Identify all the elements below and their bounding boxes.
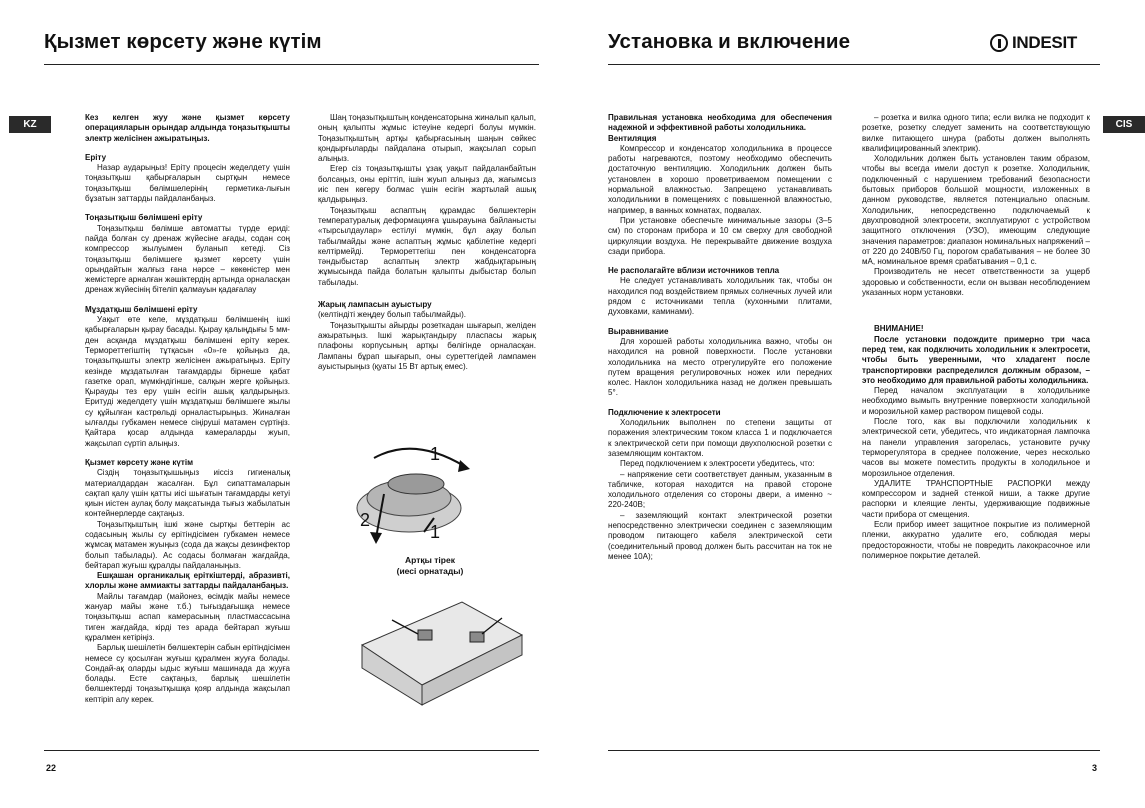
ru-paragraph-start: После того, как вы подключили холодильник к электрической сети, убедитесь, что индикаторная лампочка на панели управления загорелась, установите ручку терморегулятора в среднее положение, через несколько часов вы можете поместить продукты в холодильное и морозильное отделения.: [862, 417, 1090, 478]
ru-paragraph-power-1: Холодильник выполнен по степени защиты от поражения электрическим током класса 1 и подключается к электрической сети при помощи двухполюсной розетки с заземляющим контактом.: [608, 418, 832, 458]
kz-heading-fridge: Тоңазытқыш бөлімшені еріту: [85, 213, 203, 223]
kz-heading-lamp: Жарық лампасын ауыстыру: [318, 300, 432, 310]
ru-paragraph-spacers: УДАЛИТЕ ТРАНСПОРТНЫЕ РАСПОРКИ между компрессором и задней стенкой ниши, а также другие распорки и клеящие ленты, удерживающие подвижные части прибора от смещения.: [862, 478, 1090, 519]
caption-line-2: (иесі орнатады): [396, 566, 464, 576]
spacer-left-shape: [418, 630, 432, 640]
rear-spacer-caption: [355, 555, 505, 577]
header-rule-left: [44, 64, 539, 65]
ru-heading-install: Правильная установка необходима для обеспечения надежной и эффективной работы холодильника.: [608, 113, 832, 133]
kz-paragraph-care-1: Сіздің тоңазытқышыңыз иіссіз гигиеналық материалдардан жасалған. Бұл сипаттамаларын сақтап қалу үшін қатты иісі шығатын тағамдарды кетуі қиын иістен аулақ болу мақсатында тығыз жабылатын контейнерлерде сақтаңыз.: [85, 468, 290, 519]
figure-label-1b: 1: [430, 522, 441, 542]
page-number-left: 22: [46, 763, 57, 773]
ru-paragraph-plug: – розетка и вилка одного типа; если вилка не подходит к розетке, розетку следует заменить на соответствующую вилке питающего шнура (работы должен выполнять квалифицированный электрик).: [862, 113, 1090, 153]
cis-language-tag: CIS: [1103, 116, 1145, 133]
kz-paragraph-storage: Егер сіз тоңазытқышты ұзақ уақыт пайдаланбайтын болсаңыз, оны еріттіп, ішін жуып алыңыз да, жағымсыз иіс пен көгеру болмас үшін есігін жартылай ашық қалдырыңыз.: [318, 164, 536, 205]
kz-language-tag: KZ: [9, 116, 51, 133]
ru-paragraph-vent-1: Компрессор и конденсатор холодильника в процессе работы нагреваются, поэтому необходимо обеспечить достаточную вентиляцию. Холодильник должен быть установлен в хорошо проветриваемом помещении с нормальной влажностью. Запрещено устанавливать холодильники в помещениях с повышенной влажностью, например, в ванных комнатах, подвалах.: [608, 143, 832, 215]
header-rule-right: [608, 64, 1100, 65]
ru-paragraph-power-4: – заземляющий контакт электрической розетки непосредственно электрически соединен с заземляющим проводом питающего кабеля электрической сети (соединительный провод должен быть рассчитан на ток не менее 10А);: [608, 510, 832, 561]
lamp-bulb-shape: [388, 474, 444, 494]
ru-column-1: [608, 113, 832, 562]
figure-label-1: 1: [430, 444, 441, 464]
kz-heading-freezer: Мұздатқыш бөлімшені еріту: [85, 304, 198, 314]
brand-logo: [990, 33, 1077, 53]
kz-heading-care: Қызмет көрсету және күтім: [85, 457, 194, 467]
ru-paragraph-access: Холодильник должен быть установлен таким образом, чтобы вы всегда имели доступ к розетке. Холодильник, подключенный с нарушением требований безопасности бытовых приборов большой мощности, изложенных в данном руководстве, является потенциально опасным. Холодильник, непосредственно подключаемый к двухпроводной электросети, эксплуатируют с устройством защитного отключения (УЗО), имеющим следующие значения параметров: диапазон номинальных напряжений – от 220 до 240В/50 Гц, порогом срабатывания – не более 30 мА, номинальное время срабатывания – 0,1 с.: [862, 154, 1090, 267]
ru-heading-power: Подключение к электросети: [608, 407, 721, 417]
kz-paragraph-care-4: Барлық шешілетін бөлшектерін сабын ерітіндісімен немесе су қосылған жуғыш құралмен жууға болады. Сондай-ақ оларды ыдыс жуғыш машинада да жууға болады. Есте сақтаңыз, барлық шешілетін бөлшектерді тоңазытқышқа қояр алдында жақсылап кептіріп алу керек.: [85, 643, 290, 704]
figure-label-2: 2: [360, 510, 371, 530]
kz-column-1: [85, 113, 290, 705]
ru-heading-heat: Не располагайте вблизи источников тепла: [608, 266, 780, 276]
ru-column-2: [862, 113, 1090, 561]
ru-paragraph-power-3: – напряжение сети соответствует данным, указанным в табличке, которая находится на правой стороне холодильного отделения со стороны двери, а именно ~ 220-240В;: [608, 469, 832, 510]
ru-paragraph-heat: Не следует устанавливать холодильник так, чтобы он находился под воздействием прямых солнечных лучей или рядом с источниками тепла (кухонными плитами, духовками, каминами).: [608, 276, 832, 317]
kz-paragraph-dust: Шаң тоңазытқыштың конденсаторына жиналып қалып, оның қалыпты жұмыс істеуіне кедергі болуы мүмкін. Тоңазытқыштың артқы қабырғасының шаңын сөйкес қондырғыларды пайдалана отырып, жақсылап сорып алыңыз.: [318, 113, 536, 164]
kz-column-2: [318, 113, 536, 372]
footer-rule-right: [608, 750, 1100, 751]
brand-name: INDESIT: [1012, 33, 1077, 52]
kz-intro: Кез келген жуу және қызмет көрсету операцияларын орындар алдында тоңазытқышты электр желісінен ажыратыңыз.: [85, 113, 290, 143]
ru-paragraph-level: Для хорошей работы холодильника важно, чтобы он находился на ровной поверхности. После установки холодильника на место отрегулируйте его положение путем вращения регулировочных ножек или передних колес. Наклон холодильника назад не должен превышать 5°.: [608, 336, 832, 398]
kz-paragraph-freezer: Уақыт өте келе, мұздатқыш бөлімшенің ішкі қабырғаларын қырау басады. Қырау қалыңдығы 5 мм-ден асқанда мұздатқыш бөлімшені еріту керек. Термореттегіштің тұтқасын «0»-ге қойыңыз да, тоңазытқышты электр желісінен ажыратыңыз. Еріту кезінде мұздатылған тағамдарды бірнеше қабат газетке орап, мүмкіндігінше, салқын жерге қойыңыз. Қырауды тез еру үшін есігін ашық қалдырыңыз. Еритуді жеделдету үшін мұздатқыш бөлімшеге жылы су құйылған кастрөльді орналастырыңыз. Жиналған ылғалды губкамен немесе сіңірушi матамен сүртіңіз. Қайтара қосар алдында камераларды жуып, жақсылап сүртіп алыңыз.: [85, 315, 290, 448]
kz-heading-thaw: Еріту: [85, 152, 107, 162]
ru-paragraph-film: Если прибор имеет защитное покрытие из полимерной пленки, аккуратно удалите его, соблюдая меры предосторожности, чтобы не повредить лакокрасочное или полимерное покрытие деталей.: [862, 519, 1090, 560]
arrow-head-1-icon: [458, 460, 470, 472]
kz-paragraph-care-warning: Ешқашан органикалық еріткіштерді, абразивті, хлорлы және аммиакты заттарды пайдаланбаңыз.: [85, 571, 290, 591]
kz-paragraph-care-2: Тоңазытқыштың ішкі және сыртқы беттерін ас содасының жылы су ерітіндісімен губкамен немесе жұмсақ матамен жуыңыз (сода да жақсы дезинфектор болып табылады). Ас содасы болмаған жағдайда, бейтарап жуғыш құралды пайдаланыңыз.: [85, 519, 290, 570]
ru-paragraph-attention: После установки подождите примерно три часа перед тем, как подключить холодильник к электросети, чтобы быть уверенными, что хладагент после транспортировки распределился должным образом, – это необходимо для правильной работы холодильника.: [862, 334, 1090, 385]
ru-paragraph-vent-2: При установке обеспечьте минимальные зазоры (3–5 см) по сторонам прибора и 10 см сверху для свободной циркуляции воздуха. Не перекрывайте движение воздуха сзади прибора.: [608, 215, 832, 256]
kz-paragraph-fridge: Тоңазытқыш бөлімше автоматты түрде ериді: пайда болған су дренаж жүйесіне ағады, содан соң компрессор жылуымен буланып кетеді. Сіз тоңазытқыш бөлімшеге қызмет көрсету үшін орындайтын жалғыз ғана нәрсе – көкөністер мен жемістерге арналған жәшіктердің артында орналасқан дренаж жүйесінің бітеліп қалмауын қадағалау: [85, 223, 290, 295]
rear-spacer-illustration: [352, 590, 530, 708]
ru-paragraph-liability: Производитель не несет ответственности за ущерб здоровью и собственности, если он вызван несоблюдением указанных норм установки.: [862, 267, 1090, 298]
footer-rule-left: [44, 750, 539, 751]
kz-paragraph-care-3: Майлы тағамдар (майонез, өсімдік майы немесе жануар майы және т.б.) тығыздағышқа немесе тоңазытқыш аспап камерасының пластмассасына тиген жағдайда, кірді тез арада бейтарап жуғыш құралмен кетіріңіз.: [85, 591, 290, 642]
rotate-arrow-1-icon: [374, 449, 464, 466]
ru-page-title: Установка и включение: [608, 30, 851, 53]
kz-page-title: Қызмет көрсету және күтім: [44, 30, 322, 53]
kz-lamp-note: (келтіндіті жеңдеу болып табылмайды).: [318, 310, 466, 320]
ru-heading-vent: Вентиляция: [608, 133, 657, 143]
ru-heading-attention: ВНИМАНИЕ!: [874, 324, 924, 334]
kz-paragraph-noise: Тоңазытқыш аспаптың құрамдас бөлшектерін температуралық деформацияға ұшырауына байланысты «тырсылдаулар» естілуі мүмкін, бұл ақау болып табылмайды және аспаптың жұмыс қабілетіне кедергі келтірмейді. Термореттегіш пен конденсаторға тәндыбыстар аспаптың электр жабдықтарының жұмысында пайда болатын қалыпты дыбыстар болып табылады.: [318, 205, 536, 287]
ru-paragraph-wash: Перед началом эксплуатации в холодильнике необходимо вымыть внутренние поверхности холодильной и морозильной камер раствором пищевой соды.: [862, 386, 1090, 416]
page-number-right: 3: [1092, 763, 1098, 773]
lamp-replacement-illustration: [354, 436, 484, 546]
kz-paragraph-thaw: Назар аударыңыз! Еріту процесін жеделдету үшін тоңазытқыш қабырғаларын сыртқын немесе тоңазытқыш бөлімшелерінің герметика-лығын бұзатын заттарды пайдаланбаңыз.: [85, 163, 290, 204]
caption-line-1: Артқы тірек: [405, 555, 455, 565]
ru-heading-level: Выравнивание: [608, 326, 669, 336]
indesit-logo-icon: [990, 34, 1008, 52]
ru-paragraph-power-2: Перед подключением к электросети убедитесь, что:: [620, 459, 815, 469]
arrow-head-2-icon: [370, 532, 382, 544]
kz-paragraph-lamp: Тоңазытқышты айырды розеткадан шығарып, желіден ажыратыңыз. Ішкі жарықтандыру пласпасы жарық плафоны корпусының артқы бөлігінде орналасқан. Лампаны бұрап шығарып, оны суреттегідей лампамен ауыстырыңыз (қуаты 15 Вт артық емес).: [318, 320, 536, 371]
